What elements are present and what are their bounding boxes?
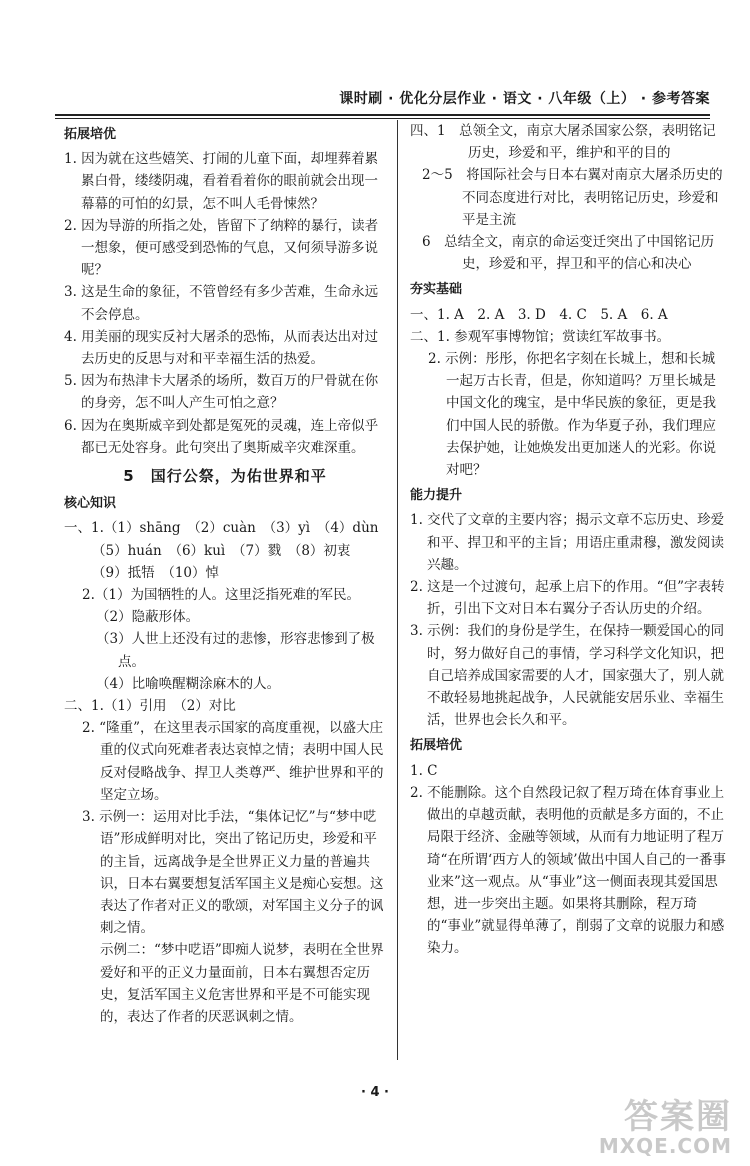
answer-item: 四、1 总领全文，南京大屠杀国家公祭，表明铭记历史，珍爱和平，维护和平的目的 xyxy=(410,123,716,162)
section-heading-tuozhan-2: 拓展培优 xyxy=(410,738,463,754)
answer-item: 二、1.（1）引用 （2）对比 xyxy=(64,698,236,715)
section-heading-hexin: 核心知识 xyxy=(64,496,117,512)
answer-item: 6. 因为在奥斯威辛到处都是冤死的灵魂，连上帝似乎都已无处容身。此句突出了奥斯威辛灾难深重。 xyxy=(64,417,379,456)
answer-item: 一、1. A 2. A 3. D 4. C 5. A 6. A xyxy=(410,306,668,323)
answer-item: 2. 这是一个过渡句，起承上启下的作用。“但”字表转折，引出下文对日本右翼分子否认历史的介绍。 xyxy=(410,579,725,618)
header-rule-thin xyxy=(55,118,710,119)
page-header: 课时刷 · 优化分层作业 · 语文 · 八年级（上） · 参考答案 xyxy=(339,91,710,107)
answer-item: 2. 因为导游的所指之处，皆留下了纳粹的暴行，读者一想象，便可感受到恐怖的气息，又何须导游多说呢？ xyxy=(64,217,379,279)
section-heading-tuozhan: 拓展培优 xyxy=(64,127,117,142)
answer-item: 2～5 将国际社会与日本右翼对南京大屠杀历史的不同态度进行对比，表明铭记历史，珍爱和平是主流 xyxy=(422,167,723,228)
watermark-logo xyxy=(598,1097,732,1158)
answer-item: 4. 用美丽的现实反衬大屠杀的恐怖，从而表达出对过去历史的反思与对和平幸福生活的热爱。 xyxy=(64,328,379,368)
left-column xyxy=(64,120,386,1028)
section-heading-nengli: 能力提升 xyxy=(410,488,463,504)
answer-item: 2. 示例：彤彤，你把名字刻在长城上，想和长城一起万古长青，但是，你知道吗？万里长城是中国文化的瑰宝，是中华民族的象征，更是我们中国人民的骄傲。作为华夏子孙，我们理应去保护她，让她焕发出更加迷人的光彩。你说对吧？ xyxy=(428,351,716,479)
answer-item: 1. 交代了文章的主要内容；揭示文章不忘历史、珍爱和平、捍卫和平的主旨；用语庄重肃穆，激发阅读兴趣。 xyxy=(410,512,725,573)
watermark-text: 答案圈 xyxy=(624,1097,732,1137)
answer-item: 3. 示例：我们的身份是学生，在保持一颗爱国心的同时，努力做好自己的事情，学习科学文化知识，把自己培养成国家需要的人才，国家强大了，别人就不敢轻易地挑起战争，人民就能安居乐业、幸福生活，世界也会长久和平。 xyxy=(410,623,725,729)
answer-subitem: （3）人世上还没有过的悲惨，形容悲惨到了极点。 xyxy=(96,631,375,670)
pinyin-answers-row: （5）huán （6）kuì （7）戮 （8）初衷 xyxy=(92,542,351,559)
answer-item: 二、1. 参观军事博物馆；赏读红军故事书。 xyxy=(410,328,671,345)
answer-item: 3. 这是生命的象征，不管曾经有多少苦难，生命永远不会停息。 xyxy=(64,284,379,323)
answer-item: 6 总结全文，南京的命运变迁突出了中国铭记历史，珍爱和平，捍卫和平的信心和决心 xyxy=(422,234,715,273)
answer-item: 2. “隆重”，在这里表示国家的高度重视，以盛大庄重的仪式向死难者表达哀悼之情；表明中国人民反对侵略战争、捍卫人类尊严、维护世界和平的坚定立场。 xyxy=(82,720,384,803)
pinyin-answers-row: 一、1.（1）shāng （2）cuàn （3）yì （4）dùn xyxy=(64,520,379,537)
pinyin-answers-row: （9）抵牾 （10）悼 xyxy=(92,564,220,581)
column-divider xyxy=(397,120,398,1060)
answer-item: 1. 因为就在这些嬉笑、打闹的儿童下面，却埋葬着累累白骨，缕缕阴魂，看着看着你的眼前就会出现一幕幕的可怕的幻景，怎不叫人毛骨悚然？ xyxy=(64,151,379,212)
answer-item: 2.（1）为国牺牲的人。这里泛指死难的军民。 xyxy=(82,587,360,604)
answer-item: 3. 示例一：运用对比手法，“集体记忆”与“梦中呓语”形成鲜明对比，突出了铭记历史，珍爱和平的主旨，远离战争是全世界正义力量的普遍共识，日本右翼要想复活军国主义是痴心妄想。这表达了作者对正义的歌颂，对军国主义分子的讽刺之情。 xyxy=(82,809,384,937)
lesson-title: 5 国行公祭，为佑世界和平 xyxy=(123,467,327,486)
answer-subitem: （2）隐蔽形体。 xyxy=(96,609,200,626)
answer-item-continued: 示例二：“梦中呓语”即痴人说梦，表明在全世界爱好和平的正义力量面前，日本右翼想否定历史，复活军国主义危害世界和平是不可能实现的，表达了作者的厌恶讽刺之情。 xyxy=(100,942,384,1025)
answer-item: 5. 因为布热津卡大屠杀的场所，数百万的尸骨就在你的身旁，怎不叫人产生可怕之意？ xyxy=(64,373,379,412)
section-heading-hangshi: 夯实基础 xyxy=(410,282,463,298)
answer-item: 1. C xyxy=(410,762,438,779)
right-column xyxy=(410,120,728,960)
header-rule-thick xyxy=(55,114,710,116)
page-number: · 4 · xyxy=(361,1085,389,1100)
watermark-url: MXQE.COM xyxy=(598,1134,732,1158)
answer-item: 2. 不能删除。这个自然段记叙了程万琦在体育事业上做出的卓越贡献，表明他的贡献是多方面的，不止局限于经济、金融等领域，从而有力地证明了程万琦“在所谓‘西方人的领域’做出中国人自己的一番事业来”这一观点。从“事业”这一侧面表现其爱国思想，进一步突出主题。如果将其删除，程万琦的“事业”就显得单薄了，削弱了文章的说服力和感染力。 xyxy=(410,784,726,957)
answer-subitem: （4）比喻唤醒糊涂麻木的人。 xyxy=(96,675,281,692)
